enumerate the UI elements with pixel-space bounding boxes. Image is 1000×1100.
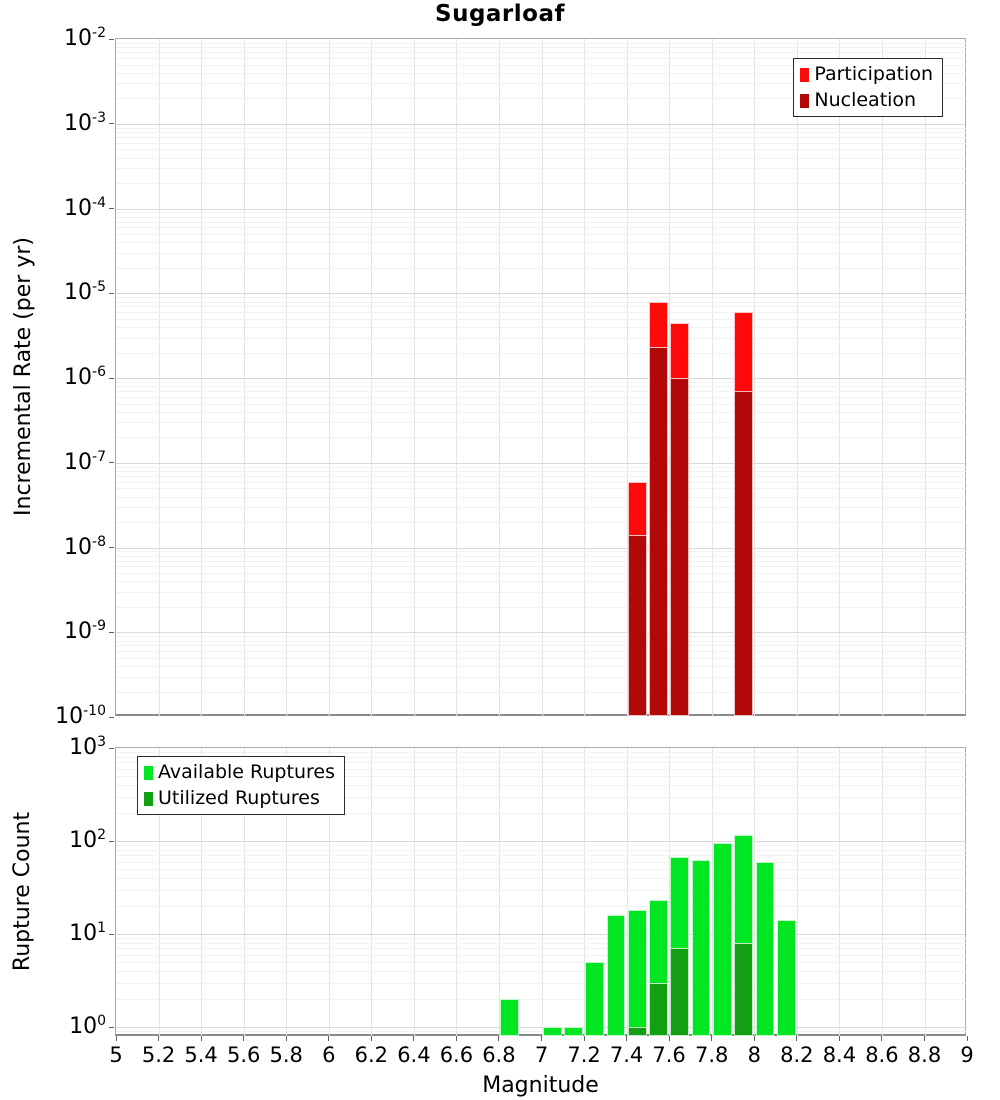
gridline-vertical (371, 748, 372, 1037)
gridline-vertical (925, 748, 926, 1037)
nucleation-bar (649, 347, 668, 716)
x-tick-label: 5.2 (141, 1043, 176, 1067)
y-tick-mark (109, 717, 114, 718)
y-tick-label: $10^{-4}$ (64, 194, 106, 221)
gridline-minor (116, 845, 967, 846)
gridline-minor (116, 983, 967, 984)
y-axis-title-top-text: Incremental Rate (per yr) (10, 237, 36, 516)
utilized-ruptures-swatch-icon (144, 792, 153, 806)
x-tick-label: 8 (747, 1043, 761, 1067)
x-tick-label: 7.8 (694, 1043, 729, 1067)
y-tick-label: $10^1$ (69, 919, 106, 947)
gridline-minor (116, 999, 967, 1000)
x-tick-label: 6 (322, 1043, 336, 1067)
y-tick-label: $10^{-8}$ (64, 533, 106, 560)
y-tick-mark (109, 841, 114, 842)
available-ruptures-bar (500, 999, 519, 1036)
gridline-minor (116, 651, 967, 652)
gridline-minor (116, 938, 967, 939)
gridline-minor (116, 971, 967, 972)
gridline-major (116, 548, 967, 549)
incremental-rate-plot (10, 24, 966, 730)
x-axis-title: Magnitude (482, 1073, 599, 1098)
gridline-minor (116, 855, 967, 856)
gridline-minor (116, 437, 967, 438)
gridline-minor (116, 645, 967, 646)
gridline-major (116, 378, 967, 379)
x-tick-label: 8.4 (822, 1043, 857, 1067)
gridline-minor (116, 955, 967, 956)
gridline-minor (116, 312, 967, 313)
legend-label-participation: Participation (814, 63, 933, 85)
x-tick-mark (201, 1036, 202, 1041)
x-tick-label: 6.8 (482, 1043, 516, 1067)
x-tick-mark (456, 1036, 457, 1041)
gridline-vertical (797, 748, 798, 1037)
legend-label-available-ruptures: Available Ruptures (158, 761, 335, 783)
gridline-minor (116, 397, 967, 398)
legend-item-participation (800, 64, 933, 85)
y-axis-title-bottom (6, 748, 40, 1034)
x-tick-mark (328, 1036, 329, 1041)
y-tick-mark (109, 462, 114, 463)
gridline-minor (116, 137, 967, 138)
y-tick-mark (109, 293, 114, 294)
x-tick-label: 9 (960, 1043, 974, 1067)
gridline-major (116, 463, 967, 464)
gridline-minor (116, 52, 967, 53)
gridline-minor (116, 522, 967, 523)
gridline-minor (116, 222, 967, 223)
gridline-minor (116, 302, 967, 303)
gridline-minor (116, 862, 967, 863)
y-tick-label: $10^{-9}$ (64, 618, 106, 645)
gridline-minor (116, 183, 967, 184)
gridline-minor (116, 404, 967, 405)
gridline-vertical (839, 748, 840, 1037)
x-tick-label: 5 (109, 1043, 123, 1067)
gridline-minor (116, 391, 967, 392)
available-ruptures-bar (713, 843, 732, 1036)
available-ruptures-bar (777, 920, 796, 1036)
gridline-minor (116, 850, 967, 851)
gridline-vertical (499, 748, 500, 1037)
x-tick-label: 7 (534, 1043, 549, 1067)
x-tick-label: 7.2 (567, 1043, 601, 1067)
available-ruptures-bar (607, 915, 626, 1036)
x-tick-label: 5.8 (269, 1043, 303, 1067)
gridline-minor (116, 943, 967, 944)
gridline-major (116, 1027, 967, 1028)
rupture-count-plot (10, 733, 974, 1098)
gridline-minor (116, 467, 967, 468)
gridline-minor (116, 666, 967, 667)
available-ruptures-bar (692, 860, 711, 1036)
x-tick-label: 6.4 (397, 1043, 431, 1067)
gridline-minor (116, 878, 967, 879)
gridline-minor (116, 382, 967, 383)
x-tick-label: 8.8 (907, 1043, 942, 1067)
x-tick-mark (967, 1036, 968, 1041)
available-ruptures-bar (543, 1027, 562, 1036)
gridline-vertical (542, 748, 543, 1037)
gridline-minor (116, 890, 967, 891)
utilized-ruptures-bar (670, 948, 689, 1036)
gridline-minor (116, 319, 967, 320)
gridline-minor (116, 573, 967, 574)
x-tick-mark (626, 1036, 627, 1041)
gridline-minor (116, 471, 967, 472)
gridline-minor (116, 948, 967, 949)
x-tick-mark (754, 1036, 755, 1041)
y-tick-mark (109, 632, 114, 633)
gridline-minor (116, 234, 967, 235)
gridline-minor (116, 386, 967, 387)
x-tick-mark (584, 1036, 585, 1041)
legend-label-utilized-ruptures: Utilized Ruptures (158, 787, 320, 809)
gridline-minor (116, 581, 967, 582)
gridline-minor (116, 551, 967, 552)
gridline-minor (116, 488, 967, 489)
utilized-ruptures-bar (734, 943, 753, 1036)
legend-item-utilized-ruptures (144, 788, 335, 809)
y-tick-label: $10^{-3}$ (64, 109, 106, 136)
gridline-minor (116, 658, 967, 659)
available-ruptures-bar (628, 910, 647, 1036)
legend-item-nucleation (800, 90, 933, 111)
legend-rate (793, 58, 943, 117)
y-tick-mark (109, 123, 114, 124)
gridline-minor (116, 641, 967, 642)
gridline-minor (116, 556, 967, 557)
x-tick-label: 8.6 (865, 1043, 899, 1067)
gridline-major (116, 124, 967, 125)
gridline-minor (116, 253, 967, 254)
gridline-minor (116, 158, 967, 159)
y-tick-label: $10^{-10}$ (55, 702, 106, 730)
x-tick-label: 8.2 (780, 1043, 814, 1067)
legend-item-available-ruptures (144, 762, 335, 783)
gridline-minor (116, 962, 967, 963)
available-ruptures-swatch-icon (144, 766, 153, 780)
x-tick-mark (796, 1036, 797, 1041)
gridline-major (116, 632, 967, 633)
gridline-minor (116, 168, 967, 169)
gridline-minor (116, 497, 967, 498)
x-tick-label: 7.6 (652, 1043, 686, 1067)
x-tick-mark (243, 1036, 244, 1041)
gridline-major (116, 841, 967, 842)
y-tick-mark (109, 934, 114, 935)
x-tick-label: 6.2 (354, 1043, 388, 1067)
gridline-major (116, 293, 967, 294)
available-ruptures-bar (564, 1027, 583, 1036)
x-tick-mark (669, 1036, 670, 1041)
gridline-minor (116, 268, 967, 269)
gridline-minor (116, 906, 967, 907)
nucleation-bar (670, 378, 689, 716)
gridline-minor (116, 677, 967, 678)
x-tick-mark (286, 1036, 287, 1041)
legend-label-nucleation: Nucleation (814, 89, 917, 111)
gridline-minor (116, 143, 967, 144)
gridline-vertical (882, 748, 883, 1037)
x-tick-mark (498, 1036, 499, 1041)
nucleation-bar (734, 391, 753, 716)
y-tick-mark (109, 378, 114, 379)
gridline-minor (116, 482, 967, 483)
gridline-minor (116, 752, 967, 753)
y-tick-mark (109, 39, 114, 40)
x-tick-mark (541, 1036, 542, 1041)
gridline-vertical (414, 748, 415, 1037)
participation-swatch-icon (800, 68, 809, 82)
gridline-minor (116, 476, 967, 477)
gridline-minor (116, 128, 967, 129)
chart-title: Sugarloaf (435, 1, 565, 27)
gridline-minor (116, 412, 967, 413)
gridline-minor (116, 507, 967, 508)
gridline-minor (116, 592, 967, 593)
gridline-major (116, 209, 967, 210)
gridline-vertical (456, 748, 457, 1037)
gridline-minor (116, 692, 967, 693)
y-tick-label: $10^{-2}$ (64, 24, 106, 52)
y-tick-label: $10^{-6}$ (64, 363, 106, 391)
x-tick-label: 6.6 (439, 1043, 474, 1067)
y-tick-label: $10^0$ (69, 1012, 106, 1040)
gridline-minor (116, 869, 967, 870)
gridline-minor (116, 561, 967, 562)
y-tick-label: $10^{-5}$ (64, 279, 106, 306)
gridline-minor (116, 607, 967, 608)
gridline-minor (116, 338, 967, 339)
x-tick-mark (881, 1036, 882, 1041)
x-tick-mark (371, 1036, 372, 1041)
gridline-minor (116, 43, 967, 44)
x-tick-mark (413, 1036, 414, 1041)
x-tick-mark (116, 1036, 117, 1041)
gridline-minor (116, 132, 967, 133)
gridline-minor (116, 636, 967, 637)
available-ruptures-bar (585, 962, 604, 1036)
utilized-ruptures-bar (649, 983, 668, 1036)
x-tick-label: 7.4 (609, 1043, 644, 1067)
y-tick-label: $10^3$ (69, 733, 106, 761)
gridline-minor (116, 327, 967, 328)
x-tick-label: 5.4 (184, 1043, 218, 1067)
gridline-minor (116, 297, 967, 298)
gridline-minor (116, 217, 967, 218)
gridline-minor (116, 227, 967, 228)
y-tick-mark (109, 1027, 114, 1028)
gridline-minor (116, 149, 967, 150)
x-tick-mark (711, 1036, 712, 1041)
available-ruptures-bar (756, 862, 775, 1036)
y-tick-mark (109, 748, 114, 749)
gridline-minor (116, 242, 967, 243)
x-tick-mark (158, 1036, 159, 1041)
y-axis-title-bottom-text: Rupture Count (10, 811, 36, 971)
y-tick-label: $10^{-7}$ (64, 448, 106, 475)
gridline-minor (116, 422, 967, 423)
y-tick-label: $10^2$ (69, 826, 106, 854)
gridline-major (116, 934, 967, 935)
gridline-minor (116, 566, 967, 567)
x-tick-label: 5.6 (226, 1043, 261, 1067)
utilized-ruptures-bar (628, 1027, 647, 1036)
nucleation-bar (628, 535, 647, 716)
x-tick-mark (924, 1036, 925, 1041)
gridline-minor (116, 1031, 967, 1032)
gridline-minor (116, 47, 967, 48)
nucleation-swatch-icon (800, 94, 809, 108)
legend-ruptures (137, 756, 345, 815)
x-tick-mark (839, 1036, 840, 1041)
y-tick-mark (109, 547, 114, 548)
gridline-minor (116, 353, 967, 354)
y-tick-mark (109, 208, 114, 209)
gridline-minor (116, 212, 967, 213)
gridline-minor (116, 306, 967, 307)
